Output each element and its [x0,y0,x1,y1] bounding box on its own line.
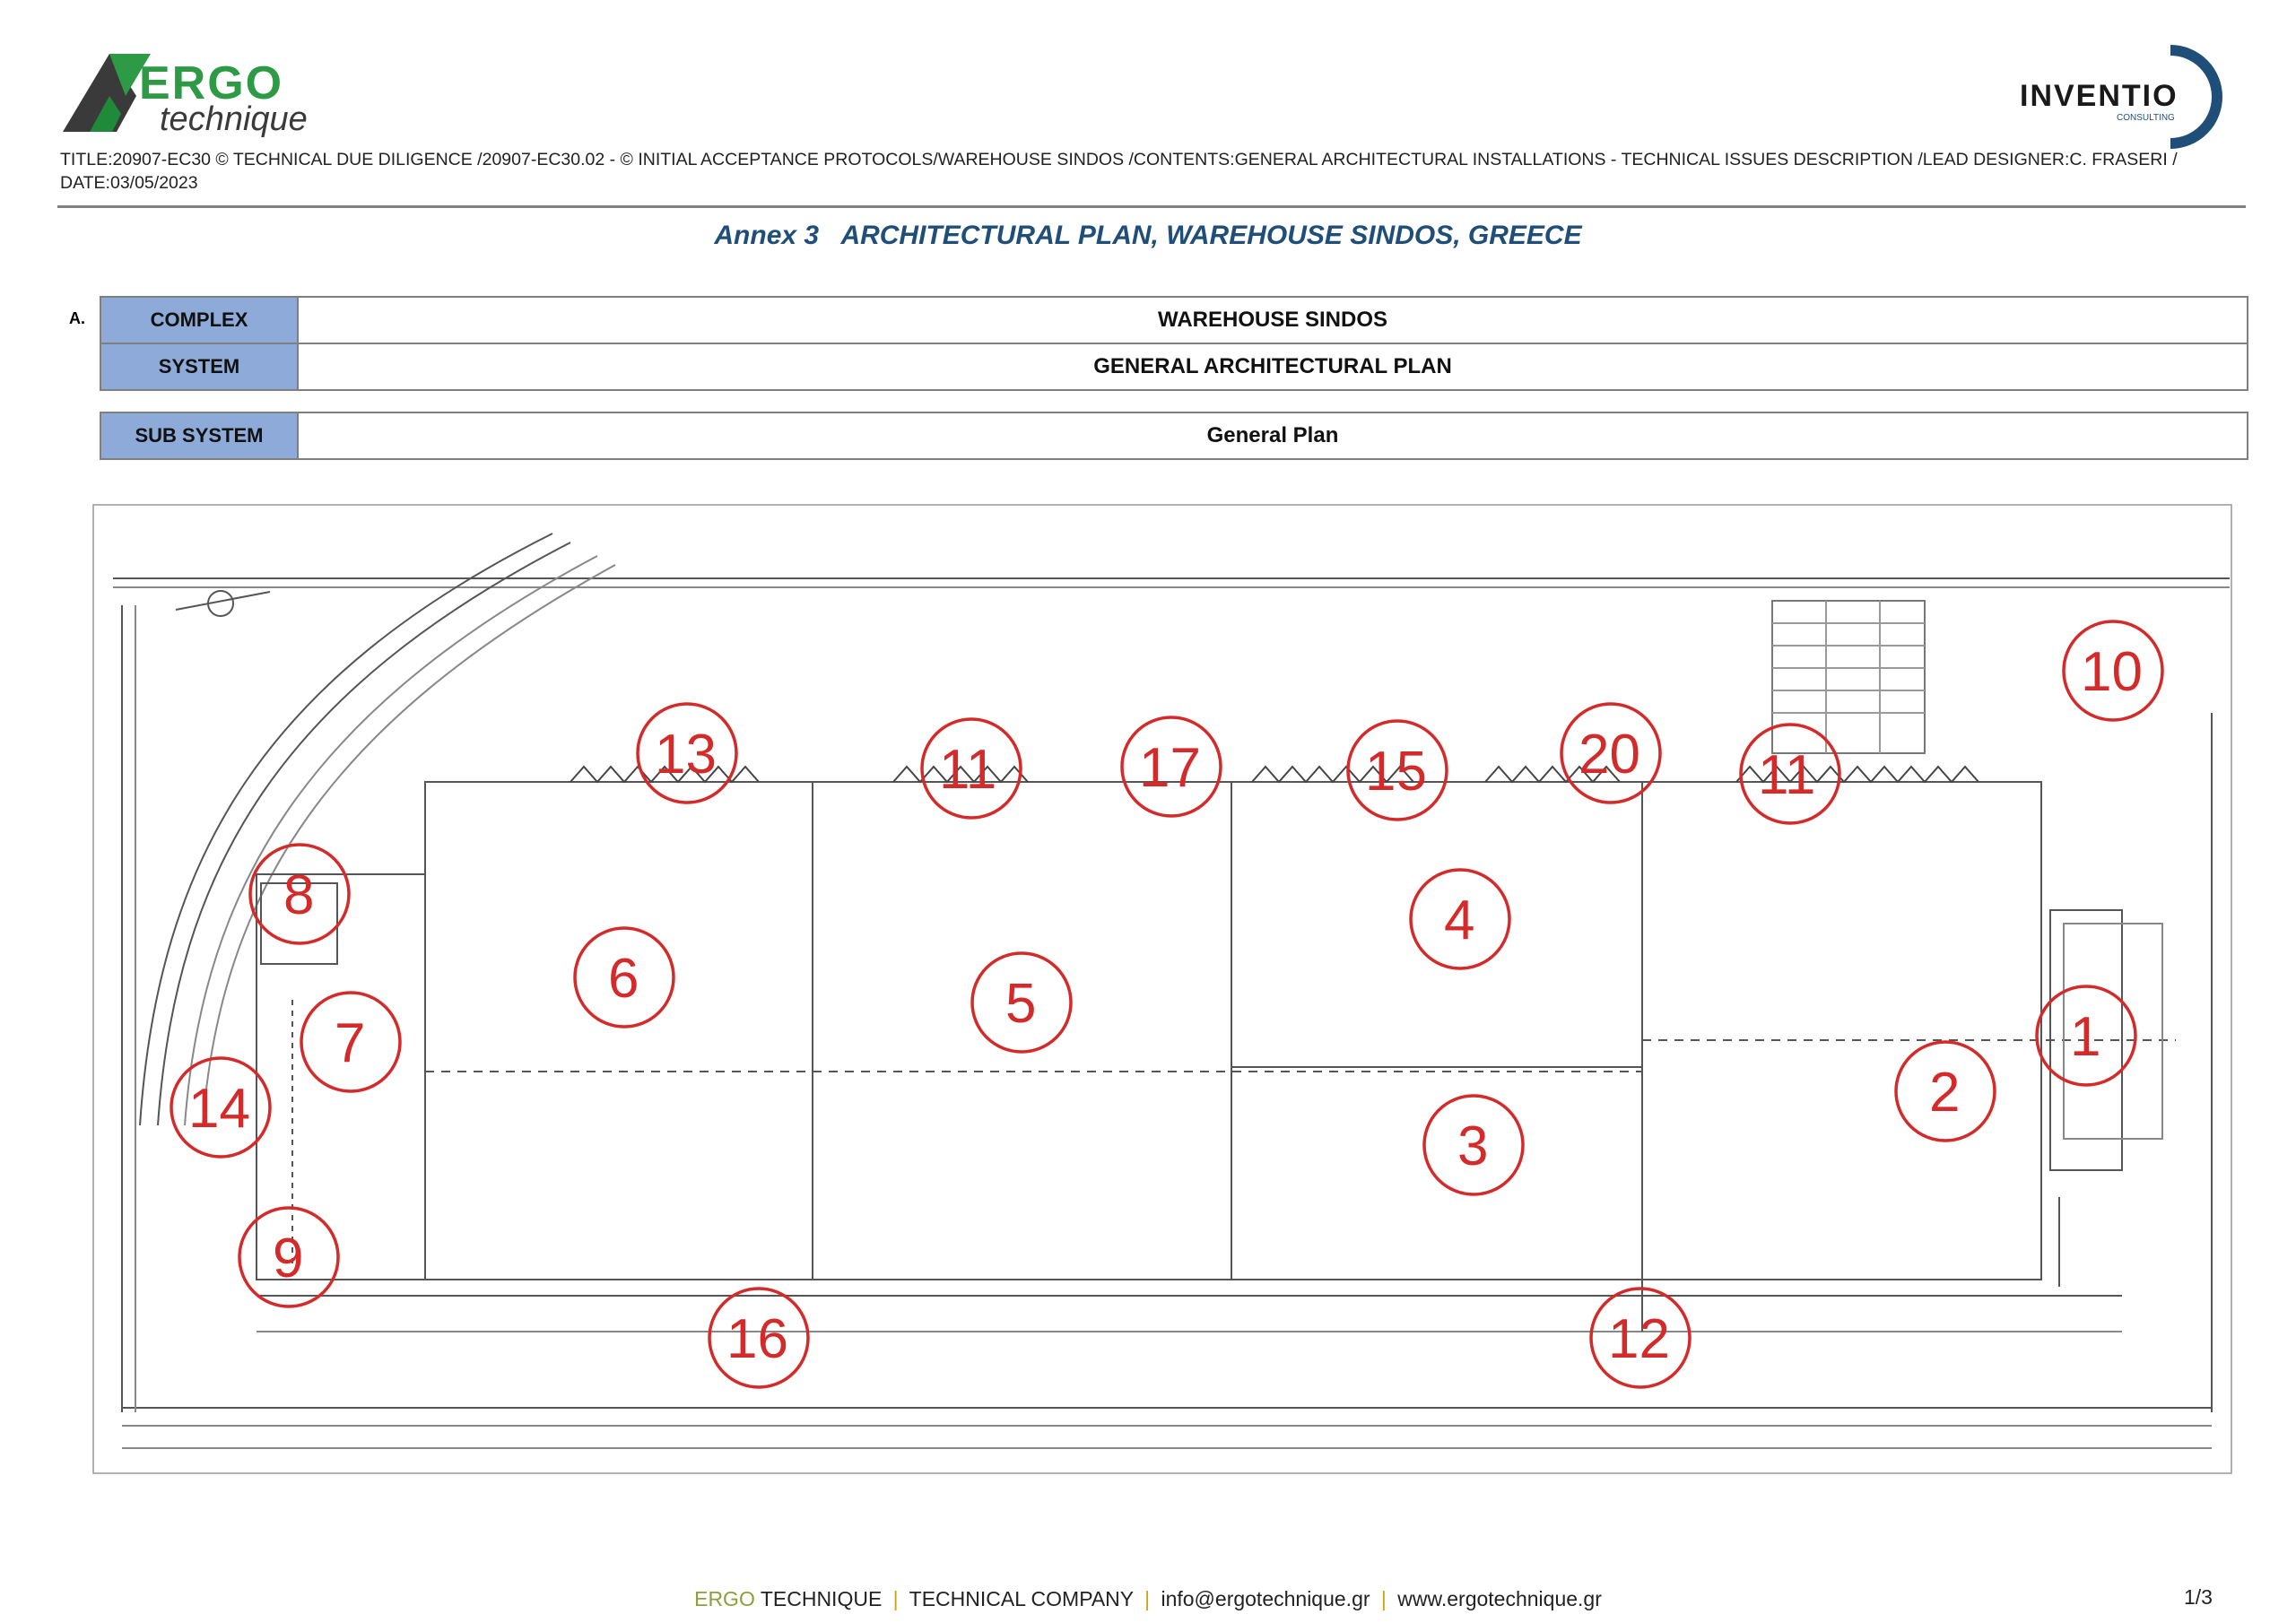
svg-text:12: 12 [1608,1308,1670,1370]
footer-company: TECHNICAL COMPANY [909,1587,1134,1610]
plan-markers [171,621,2162,1387]
system-label: SYSTEM [101,344,299,389]
footer-email: info@ergotechnique.gr [1161,1587,1370,1610]
sub-system-label: SUB SYSTEM [101,413,299,458]
page-footer: ERGO TECHNIQUE | TECHNICAL COMPANY | info@ergotechnique.gr | www.ergotechnique.gr [694,1587,1602,1610]
section-letter: A. [69,309,85,327]
marker-1 [2037,986,2135,1085]
marker-16 [709,1289,808,1387]
svg-text:5: 5 [1005,973,1037,1035]
svg-text:9: 9 [273,1228,304,1289]
sub-system-table [100,412,2248,460]
svg-text:11: 11 [939,739,997,801]
svg-text:15: 15 [1365,741,1427,803]
svg-text:7: 7 [335,1012,366,1074]
annex-title [0,221,2296,251]
complex-label: COMPLEX [101,298,299,343]
marker-20 [1561,704,1660,803]
marker-10 [2064,621,2162,720]
svg-text:8: 8 [283,864,315,926]
svg-text:11: 11 [1758,744,1816,806]
svg-text:INVENTIO: INVENTIO [2020,79,2179,113]
svg-text:2: 2 [1929,1062,1961,1124]
architectural-plan-drawing [86,498,2239,1484]
footer-website: www.ergotechnique.gr [1397,1587,1602,1610]
marker-12 [1591,1289,1690,1387]
svg-text:20: 20 [1578,724,1640,785]
table-row [101,343,2247,389]
marker-17 [1122,717,1221,816]
marker-9 [239,1208,338,1306]
svg-text:4: 4 [1444,890,1475,951]
svg-text:CONSULTING: CONSULTING [2117,113,2175,123]
table-row [101,413,2247,458]
marker-2 [1896,1042,1995,1141]
table-row [101,298,2247,343]
footer-brand-rest: TECHNIQUE [760,1587,883,1610]
footer-brand-green: ERGO [694,1587,755,1610]
annex-heading: ARCHITECTURAL PLAN, WAREHOUSE SINDOS, GREECE [840,221,1582,250]
svg-text:10: 10 [2081,641,2143,703]
inventio-consulting-logo [2000,43,2233,151]
marker-13 [638,704,736,803]
info-table [100,296,2248,391]
marker-5 [972,953,1071,1052]
marker-3 [1424,1096,1523,1194]
svg-text:17: 17 [1139,737,1201,799]
svg-text:3: 3 [1457,1115,1489,1177]
svg-text:14: 14 [188,1078,250,1140]
svg-text:6: 6 [608,948,639,1010]
svg-text:ERGO: ERGO [139,57,284,109]
marker-11a [922,719,1021,818]
system-value: GENERAL ARCHITECTURAL PLAN [1093,354,1452,378]
svg-text:1: 1 [2070,1006,2101,1068]
svg-text:technique: technique [160,100,308,138]
page-number: 1/3 [2184,1585,2213,1609]
sub-system-value: General Plan [1206,423,1339,447]
marker-15 [1348,721,1447,820]
annex-label: Annex 3 [714,221,820,250]
marker-7 [301,993,400,1091]
document-title-line: TITLE:20907-EC30 © TECHNICAL DUE DILIGENCE /20907-EC30.02 - © INITIAL ACCEPTANCE PROTOCOLS/WAREHOUSE SINDOS /CONTENTS:GENERAL ARCHITECTURAL INSTALLATIONS - TECHNICAL ISSUES DESCRIPTION /LEAD DESIGNER:C. FRASERI / [60,150,2178,169]
marker-8 [250,845,349,943]
header-divider [57,205,2246,208]
complex-value: WAREHOUSE SINDOS [1157,308,1388,332]
svg-text:16: 16 [726,1308,788,1370]
marker-4 [1411,870,1509,968]
svg-text:13: 13 [655,724,717,785]
document-date-line: DATE:03/05/2023 [60,173,198,193]
marker-6 [575,928,674,1027]
ergo-technique-logo [54,47,413,154]
